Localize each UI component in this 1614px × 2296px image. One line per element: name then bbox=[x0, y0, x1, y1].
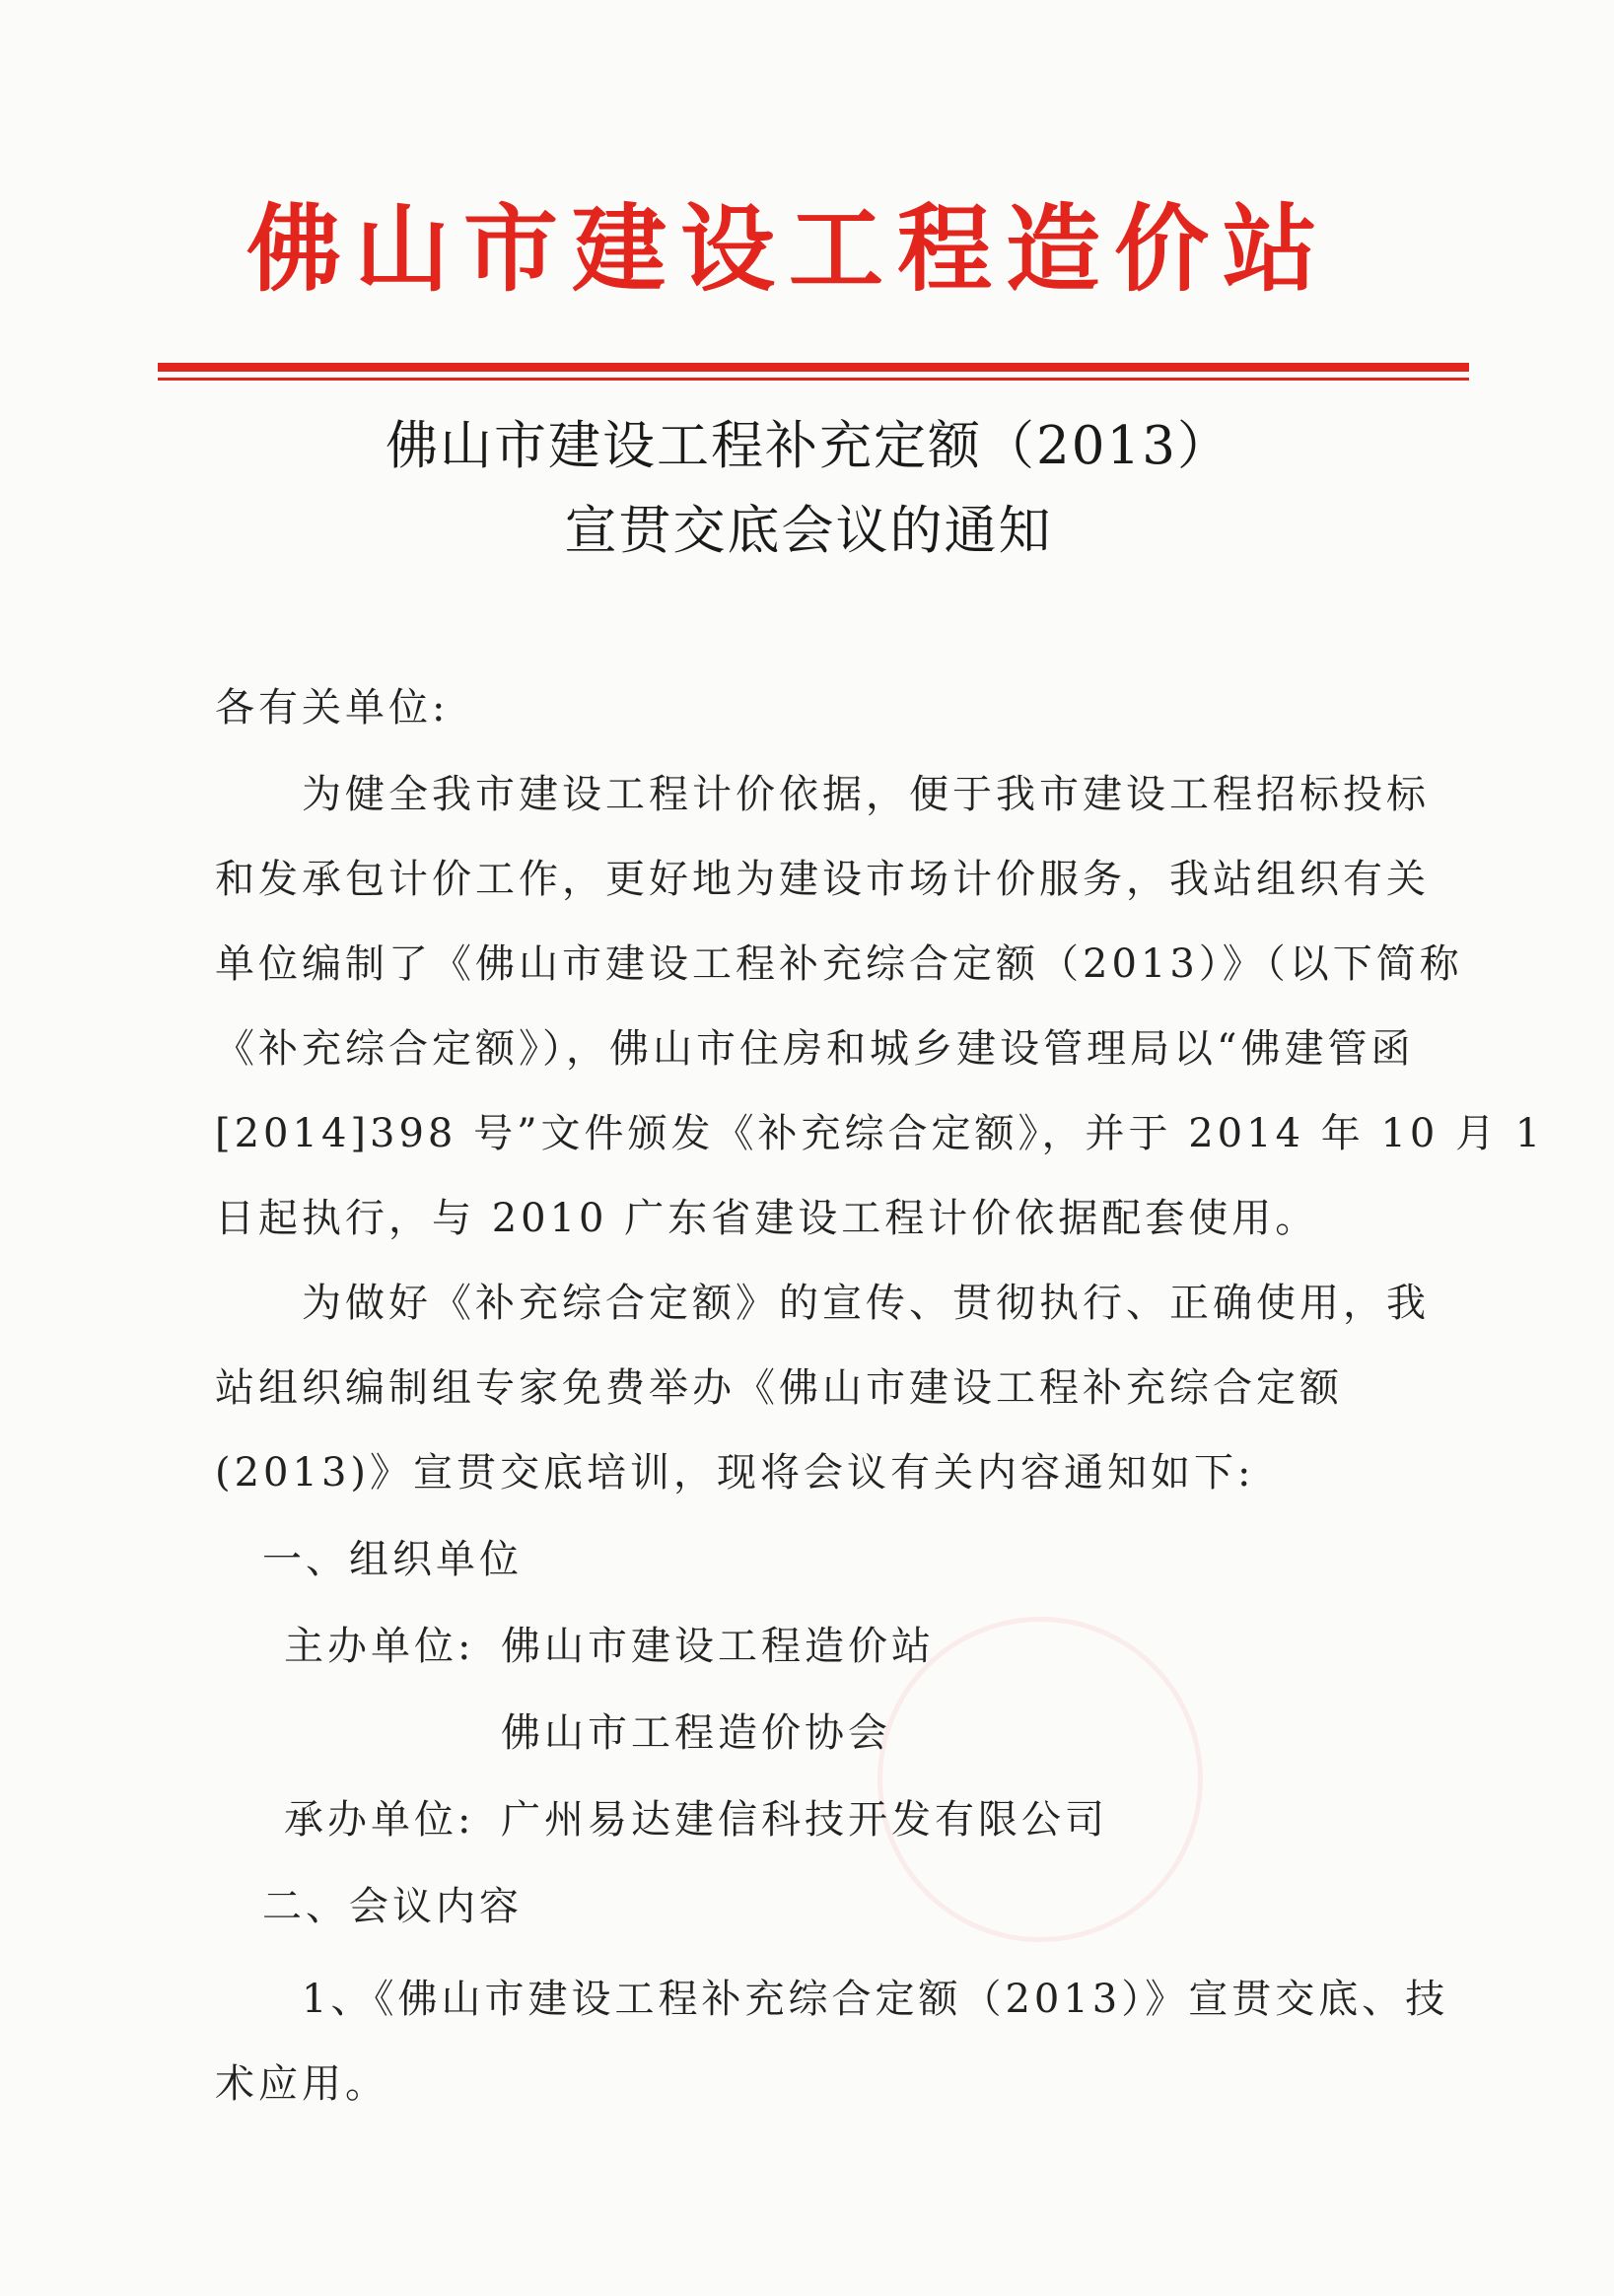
host-unit-label: 主办单位: bbox=[284, 1624, 475, 1669]
document-title-line-1: 佛山市建设工程补充定额（2013） bbox=[386, 416, 1231, 476]
organizer-unit-label: 承办单位: bbox=[284, 1797, 475, 1843]
para2-line-2: 站组织编制组专家免费举办《佛山市建设工程补充综合定额 bbox=[215, 1365, 1343, 1411]
para2-line-3: (2013)》宣贯交底培训，现将会议有关内容通知如下: bbox=[215, 1450, 1255, 1496]
document-title-line-2: 宣贯交底会议的通知 bbox=[564, 501, 1053, 561]
para1-line-2: 和发承包计价工作，更好地为建设市场计价服务，我站组织有关 bbox=[215, 857, 1430, 902]
para1-line-5: [2014]398 号”文件颁发《补充综合定额》，并于 2014 年 10 月 1 bbox=[215, 1111, 1545, 1156]
para2-line-1: 为做好《补充综合定额》的宣传、贯彻执行、正确使用，我 bbox=[302, 1281, 1430, 1326]
salutation: 各有关单位: bbox=[215, 685, 450, 731]
host-unit-org-1: 佛山市建设工程造价站 bbox=[501, 1624, 935, 1669]
para1-line-1: 为健全我市建设工程计价依据，便于我市建设工程招标投标 bbox=[302, 772, 1430, 817]
section-2-heading: 二、会议内容 bbox=[262, 1884, 523, 1929]
para1-line-3: 单位编制了《佛山市建设工程补充综合定额（2013）》（以下简称 bbox=[215, 941, 1463, 987]
organizer-unit-org: 广州易达建信科技开发有限公司 bbox=[501, 1797, 1108, 1843]
letterhead-red-rule-thin bbox=[158, 378, 1469, 381]
host-unit-org-2: 佛山市工程造价协会 bbox=[501, 1710, 891, 1756]
letterhead-org-name: 佛山市建设工程造价站 bbox=[246, 193, 1331, 305]
para1-line-4: 《补充综合定额》），佛山市住房和城乡建设管理局以“佛建管函 bbox=[215, 1026, 1415, 1072]
document-title bbox=[197, 404, 1420, 574]
letterhead-red-rule-thick bbox=[158, 363, 1469, 372]
para1-line-6: 日起执行，与 2010 广东省建设工程计价依据配套使用。 bbox=[215, 1196, 1319, 1241]
section-2-item-1-line-2: 术应用。 bbox=[215, 2061, 388, 2107]
section-1-heading: 一、组织单位 bbox=[262, 1537, 523, 1582]
section-2-item-1-line-1: 1、《佛山市建设工程补充综合定额（2013）》宣贯交底、技 bbox=[302, 1977, 1449, 2022]
